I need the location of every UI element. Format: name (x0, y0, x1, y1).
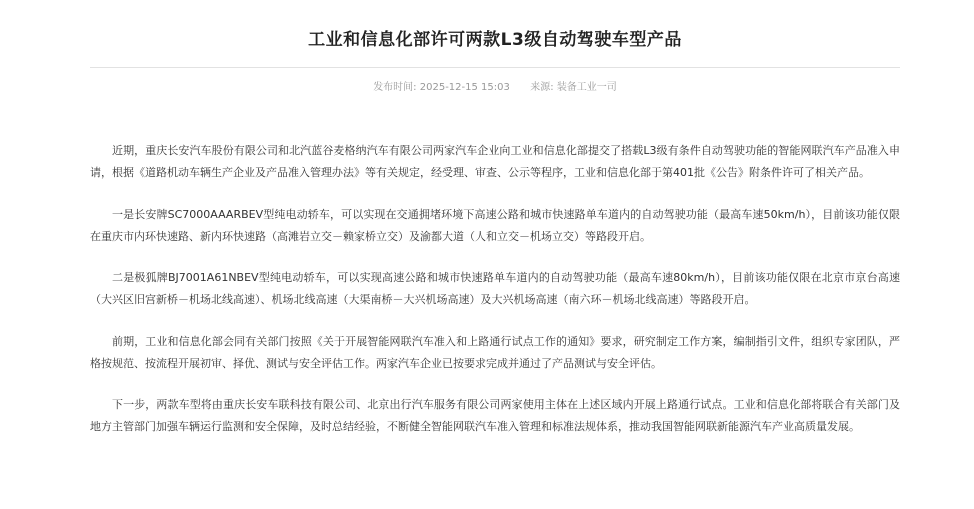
paragraph-arcfox: 二是极狐牌BJ7001A61NBEV型纯电动轿车，可以实现高速公路和城市快速路单车道内的自动驾驶功能（最高车速80km/h），目前该功能仅限在北京市京台高速（大兴区旧宫新桥－机场北线高速）、机场北线高速（大渠南桥－大兴机场高速）及大兴机场高速（南六环－机场北线高速）等路段开启。 (90, 271, 900, 306)
paragraph-background: 前期，工业和信息化部会同有关部门按照《关于开展智能网联汽车准入和上路通行试点工作的通知》要求，研究制定工作方案，编制指引文件，组织专家团队，严格按规范、按流程开展初审、择优、测试与安全评估工作。两家汽车企业已按要求完成并通过了产品测试与安全评估。 (90, 334, 900, 370)
source-value: 装备工业一司 (556, 82, 617, 93)
paragraph-next-steps: 下一步，两款车型将由重庆长安车联科技有限公司、北京出行汽车服务有限公司两家使用主体在上述区域内开展上路通行试点。工业和信息化部将联合有关部门及地方主管部门加强车辆运行监测和安全保障，及时总结经验，不断健全智能网联汽车准入管理和标准法规体系，推动我国智能网联新能源汽车产业高质量发展。 (90, 398, 900, 433)
paragraph-intro: 近期，重庆长安汽车股份有限公司和北汽蓝谷麦格纳汽车有限公司两家汽车企业向工业和信息化部提交了搭载L3级有条件自动驾驶功能的智能网联汽车产品准入申请，根据《道路机动车辆生产企业及产品准入管理办法》等有关规定，经受理、审查、公示等程序，工业和信息化部于第401批《公告》附条件许可了相关产品。 (90, 144, 900, 179)
publish-time-label: 发布时间: (373, 82, 417, 93)
article-body (90, 140, 900, 438)
article-meta (90, 80, 900, 96)
publish-time: 2025-12-15 15:03 (419, 82, 510, 93)
article (90, 0, 900, 458)
source-label: 来源: (530, 82, 554, 93)
article-title: 工业和信息化部许可两款L3级自动驾驶车型产品 (308, 30, 682, 50)
title-divider (90, 67, 900, 68)
paragraph-changan: 一是长安牌SC7000AAARBEV型纯电动轿车，可以实现在交通拥堵环境下高速公路和城市快速路单车道内的自动驾驶功能（最高车速50km/h），目前该功能仅限在重庆市内环快速路、新内环快速路（高滩岩立交－赖家桥立交）及渝都大道（人和立交－机场立交）等路段开启。 (90, 207, 900, 243)
